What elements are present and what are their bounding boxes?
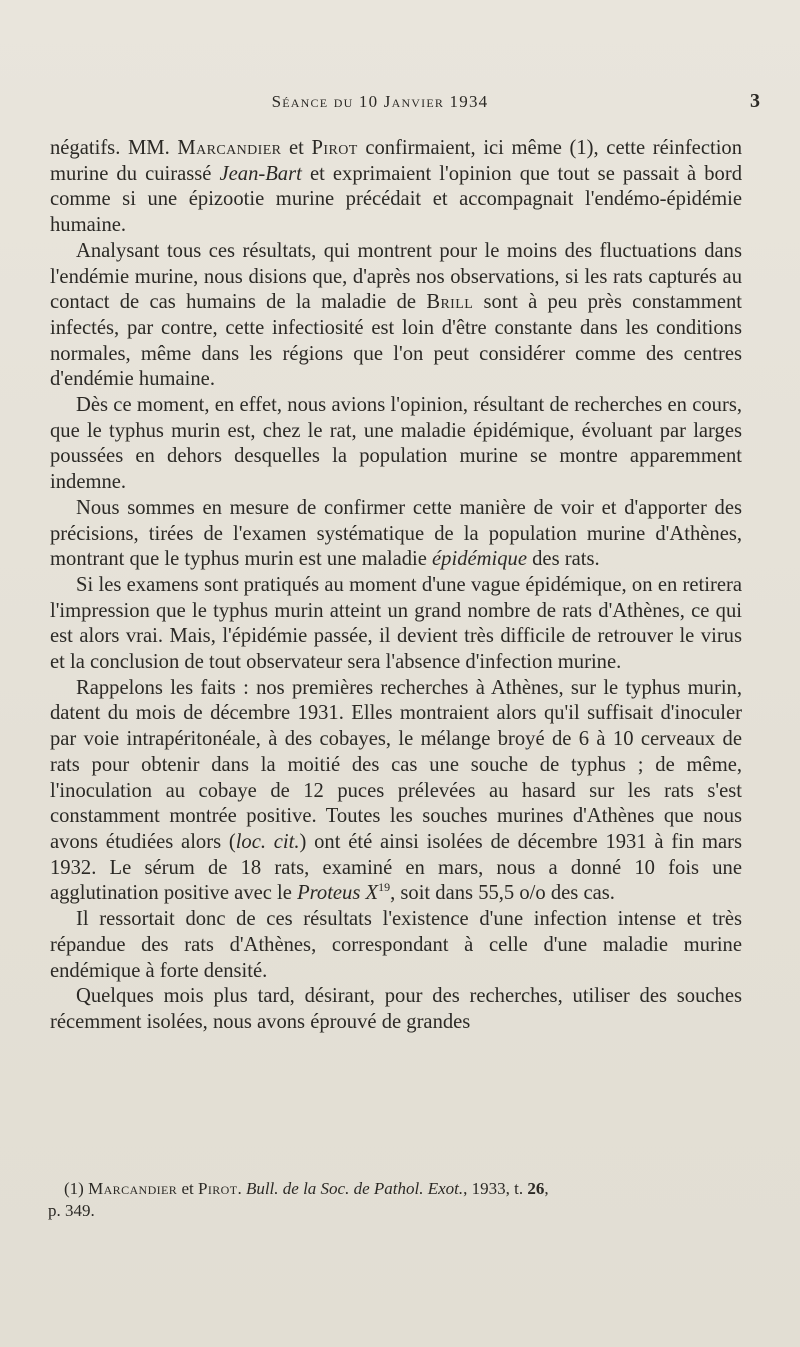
footnote-tome: 26 <box>527 1179 545 1198</box>
superscript: 19 <box>378 880 391 895</box>
paragraph-6 <box>50 676 742 907</box>
text: , 1933, t. <box>463 1179 528 1198</box>
paragraph-8: Quelques mois plus tard, désirant, pour des recherches, utiliser des souches récemment isolées, nous avons éprouvé de grandes <box>50 985 742 1033</box>
text: et exprimaient l'opinion que tout se passait à bord comme si une épizootie murine précédait et accompagnait l'endémo-épidémie humaine. <box>50 162 743 237</box>
paragraph-5: Si les examens sont pratiqués au moment d'une vague épidémique, on en retirera l'impression que le typhus murin atteint un grand nombre de rats d'Athènes, ce qui est alors vrai. Mais, l'épidémie passée, il devient très difficile de retrouver le virus et la conclusion de tout observateur sera l'absence d'infection murine. <box>50 573 742 674</box>
text: Nous sommes en mesure de confirmer cette manière de voir et d'apporter des précisions, tirées de l'examen systématique de la population murine d'Athènes, montrant que le typhus murin est une maladie <box>50 496 742 571</box>
text: et <box>177 1179 198 1198</box>
footnote-author: Marcandier <box>88 1179 178 1198</box>
emphasis: épidémique <box>432 548 527 571</box>
text: négatifs. MM. <box>50 137 178 159</box>
paragraph-7: Il ressortait donc de ces résultats l'existence d'une infection intense et très répandue des rats d'Athènes, correspondant à celle d'une maladie murine endémique à forte densité. <box>50 908 742 982</box>
text: ) ont été ainsi isolées de décembre 1931 à fin mars 1932. Le sérum de 18 rats, examiné en mars, nous a donné 10 fois une agglutination positive avec le <box>50 830 742 905</box>
paragraph-4 <box>50 496 742 573</box>
footnote-pages: p. 349. <box>48 1201 95 1220</box>
running-title: Séance du 10 Janvier 1934 <box>271 92 489 111</box>
text: des rats. <box>526 548 600 571</box>
page-number: 3 <box>750 90 760 112</box>
text: sont à peu près constamment infectés, par contre, cette infectiosité est loin d'être constante dans les conditions normales, même dans les régions que l'on peut considérer comme des centres d'endémie humaine. <box>50 291 742 391</box>
paragraph-1 <box>50 136 742 239</box>
paragraph-3: Dès ce moment, en effet, nous avions l'opinion, résultant de recherches en cours, que le typhus murin est, chez le rat, une maladie épidémique, évoluant par larges poussées en dehors desquelles la population murine se montre apparemment indemne. <box>50 394 742 494</box>
text: Rappelons les faits : nos premières recherches à Athènes, sur le typhus murin, datent du mois de décembre 1931. Elles montraient alors qu'il suffisait d'inoculer par voie intrapéritonéale, à des cobayes, le mélange broyé de 6 à 10 cerveaux de rats pour obtenir dans la moitié des cas une souche de typhus ; de même, l'inoculation au cobaye de 12 puces prélevées au hasard sur les rats s'est constamment montrée positive. Toutes les souches murines d'Athènes que nous avons étudiées alors ( <box>50 676 742 853</box>
text: , soit dans 55,5 o/o des cas. <box>390 882 615 905</box>
paragraph-2 <box>50 239 742 393</box>
footnote <box>48 1178 744 1222</box>
organism-name: Proteus X <box>297 882 379 905</box>
text: confirmaient, ici même (1), cette réinfection murine du cuirassé <box>50 137 743 185</box>
author-name: Pirot <box>311 137 358 159</box>
footnote-marker: (1) <box>64 1179 89 1198</box>
disease-name: Brill <box>426 291 474 314</box>
text: , <box>544 1179 549 1198</box>
page-header <box>0 88 800 118</box>
text: et <box>281 137 312 159</box>
footnote-author: Pirot <box>197 1179 238 1198</box>
text: . <box>237 1179 246 1198</box>
body-text <box>50 136 742 1036</box>
footnote-journal: Bull. de la Soc. de Pathol. Exot. <box>245 1179 464 1198</box>
citation-reference: loc. cit. <box>235 830 300 853</box>
text: Analysant tous ces résultats, qui montrent pour le moins des fluctuations dans l'endémie murine, nous disions que, d'après nos observations, si les rats capturés au contact de cas humains de la maladie de <box>50 239 742 314</box>
author-name: Marcandier <box>177 137 282 159</box>
ship-name: Jean-Bart <box>219 162 302 185</box>
